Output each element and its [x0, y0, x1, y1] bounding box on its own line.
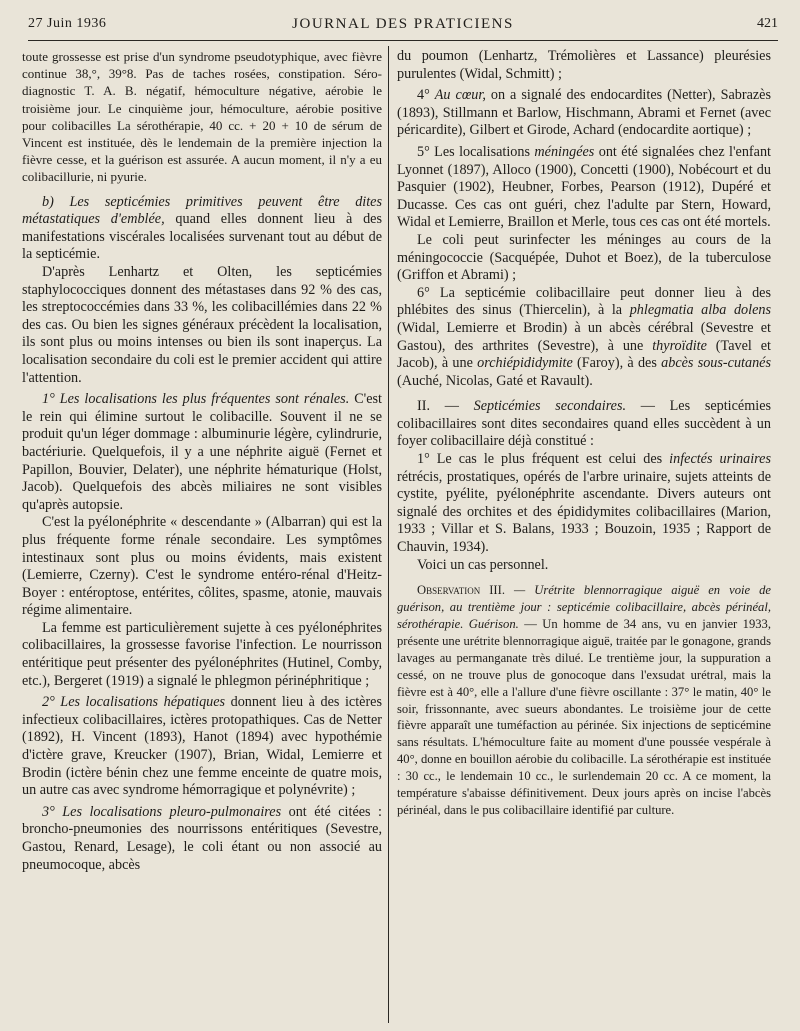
- observation-intro-text: toute grossesse est prise d'un syndrome pseudotyphique, avec fièvre continue 38,°, 39°8. Pas de taches rosées, constipation. Séro-diagnostic T. A. B. négatif, hémoculture négative, aérobie le troisième jour. Le cinquième jour, hémoculture, aérobie positive pour colibacilles La sérothérapie, 40 cc. + 20 + 10 de sérum de Vincent est instituée, dès le lendemain de la première injection la fièvre cesse, et la guérison est assurée. A aucun moment, il n'y a eu colibacillurie, ni pyurie.: [22, 49, 382, 185]
- paragraph-septicemies-secondaires: [397, 398, 771, 451]
- paragraph-phlebites: [397, 285, 771, 391]
- text-2: donnent lieu à des ictères infectieux colibacillaires, ictères protopathiques. Cas de Netter (1892), H. Vincent (1893), Hanot (1894) avec hypothémie d'ictère grave, Kreucker (1907), Brian, Widal, Lemierre et Brodin (ictère bénin chez une femme enceinte de quatre mois, un autre cas avec syndrome hémorragique et polynévrite) ;: [22, 694, 382, 799]
- italic-6c: orchiépididymite: [477, 355, 573, 372]
- heading-2: 2° Les localisations hépatiques: [42, 694, 226, 711]
- paragraph-infectes-urinaires: [397, 451, 771, 557]
- right-column: [397, 48, 771, 1023]
- text-6a: 6° La septicémie colibacillaire peut donner lieu à des phlébites des sinus (Thiercelin), à la: [397, 284, 771, 319]
- italic-6a: phlegmatia alba dolens: [629, 302, 771, 319]
- paragraph-pleuro-pulmonaires: [22, 804, 382, 874]
- text-b: quand elles donnent lieu à des manifestations viscérales localisées survenant tout au début de la septicémie.: [22, 211, 382, 263]
- heading-3: 3° Les localisations pleuro-pulmonaires: [42, 803, 282, 820]
- heading-5: méningées: [534, 143, 595, 160]
- text-4: on a signalé des endocardites (Netter), Sabrazès (1893), Stillmann et Barlow, Hischmann, Abrami et Fernet (avec péricardite), Gilbert et Girode, Achard (endocardite aortique) ;: [397, 87, 771, 139]
- observation-III: [397, 582, 771, 819]
- heading-1: 1° Les localisations les plus fréquentes sont rénales.: [42, 391, 350, 408]
- text-5: ont été signalées chez l'enfant Lyonnet (1897), Alloco (1900), Concetti (1900), Nobécourt et du Pasquier (1902), Heubner, Forbes, Pearson (1912), Dupéré et Ducasse. Ces cas ont guéri, chez l'adulte par Stern, Howard, Widal et Lemierre, Braillon et Merle, tous ces cas ont été mortels.: [397, 143, 771, 231]
- observation-label: Observation III.: [417, 583, 505, 598]
- italic-6d: abcès sous-cutanés: [661, 355, 771, 372]
- paragraph-femme: La femme est particulièrement sujette à ces pyélonéphrites colibacillaires, la grossesse favorise l'infection. Le nourrisson entéritique peut présenter des pyélonéphrites (Hutinel, Comby, etc.), Bergeret (1919) a signalé le phlegmon périnéphritique ;: [22, 619, 382, 689]
- text-6c: (Tavel et Jacob), à une: [397, 337, 771, 372]
- text-1: C'est le rein qui élimine surtout le colibacille. Souvent il ne se produit qu'un léger dommage : albuminurie légère, cylindrurie, bactériurie. Quelquefois, il y a une néphrite aiguë (Fernet et Papillon, Bouvier, Delater), une néphrite hématurique (Holst, Jacob). Quelquefois des abcès miliaires ne sont visibles qu'après autopsie.: [22, 391, 382, 513]
- paragraph-renales: [22, 391, 382, 514]
- text-3: ont été citées : broncho-pneumonies des nourrissons entéritiques (Sevestre, Gastou, Renard, Lesage), le coli étant ou non associé au pneumocoque, abcès: [22, 803, 382, 873]
- paragraph-septicemies-primitives: [22, 194, 382, 264]
- observation-continuation: [22, 48, 382, 186]
- paragraph-poumon: du poumon (Lenhartz, Trémolières et Lassance) pleurésies purulentes (Widal, Schmitt) ;: [397, 48, 771, 82]
- paragraph-lenhartz: D'après Lenhartz et Olten, les septicémies staphylococciques donnent des métastases dans 92 % des cas, les streptococcémies dans 33 %, les colibacillémies dans 22 % des cas. Ou bien les signes généraux précèdent la localisation, ils sont plus ou moins intenses ou bien ils sont inaperçus. La localisation secondaire du coli est le premier accident qui attire l'attention.: [22, 264, 382, 386]
- text-1b-a: 1° Le cas le plus fréquent est celui des: [417, 451, 670, 468]
- column-divider: [388, 46, 389, 1023]
- paragraph-pyelonephrite: C'est la pyélonéphrite « descendante » (Albarran) qui est la plus fréquente forme rénale secondaire. Les symptômes intestinaux sont plus ou moins évidents, mais existent (Lemierre, Czerny). C'est le syndrome entéro-rénal d'Heitz-Boyer : entéroptose, entérites, côlites, spasme, atonie, mauvais régime alimentaire.: [22, 514, 382, 619]
- italic-1b: infectés urinaires: [669, 451, 771, 468]
- label-5: 5° Les localisations: [417, 143, 535, 160]
- paragraph-voici: Voici un cas personnel.: [417, 556, 549, 573]
- issue-date: 27 Juin 1936: [28, 16, 107, 31]
- text-1b-b: rétrécis, prostatiques, opérés de l'arbre urinaire, sujets atteints de cystite, pyélite, pyélonéphrite ascendante. Divers auteurs ont signalé des orchites et des épididymites colibacillaires (Marion, 1933 ; Villar et S. Balans, 1933 ; Bouzoin, 1935 ; Rapport de Chauvin, 1934).: [397, 468, 771, 556]
- text-6e: (Auché, Nicolas, Gaté et Ravault).: [397, 372, 593, 389]
- text-6d: (Faroy), à des: [572, 355, 662, 372]
- paragraph-coeur: [397, 87, 771, 140]
- heading-b: b) Les septicémies primitives peuvent être dites métastatiques d'emblée,: [22, 193, 382, 228]
- heading-4: Au cœur,: [434, 87, 486, 104]
- observation-body: — Un homme de 34 ans, vu en janvier 1933, présente une urétrite blennorragique aiguë, traitée par le gonagone, grands lavages au permanganate très dilué. Le trentième jour, la suppuration a cessé, on ne trouve plus de gonocoque dans l'exsudat urétral, mais la fièvre est à 40°, elle a l'allure d'une fièvre oscillante : 37° le matin, 40° le soir, frissonnante, avec sueurs abondantes. Le troisième jour de cette fièvre apparaît une tuméfaction au périnée. Six injections de septicémine sans résultats. L'hémoculture faite au moment d'une poussée vespérale à 40°, donne en bouillon aérobie du colibacille. La sérothérapie est instituée : 30 cc., le lendemain 10 cc., le surlendemain 20 cc. A ce moment, la température s'abaisse définitivement. Deux jours après on incise l'abcès périnéal, dans le pus colibacillaire identifié par culture.: [397, 617, 771, 817]
- label-II: II. —: [417, 398, 474, 415]
- label-4: 4°: [417, 87, 435, 104]
- observation-III-text: [397, 582, 771, 819]
- paragraph-meningees: [397, 144, 771, 232]
- paragraph-hepatiques: [22, 694, 382, 800]
- text-6b: (Widal, Lemierre et Brodin) à un abcès cérébral (Sevestre et Gastou), des arthrites (Sevestre), à une: [397, 319, 771, 354]
- page-header: [28, 14, 778, 41]
- page-number: 421: [757, 16, 778, 31]
- heading-II: Septicémies secondaires.: [473, 398, 627, 415]
- journal-title: JOURNAL DES PRATICIENS: [292, 16, 514, 32]
- observation-heading: — Urétrite blennorragique aiguë en voie de guérison, au trentième jour : septicémie colibacillaire, abcès périnéal, sérothérapie. Guérison.: [397, 583, 771, 632]
- paragraph-coli: Le coli peut surinfecter les méninges au cours de la méningococcie (Sacquépée, Duhot et Boez), de la tuberculose (Griffon et Abrami) ;: [397, 231, 771, 284]
- italic-6b: thyroïdite: [652, 337, 707, 354]
- left-column: [22, 48, 382, 1023]
- text-II: — Les septicémies colibacillaires sont dites secondaires quand elles succèdent à un foyer colibacillaire déjà constitué :: [397, 398, 771, 450]
